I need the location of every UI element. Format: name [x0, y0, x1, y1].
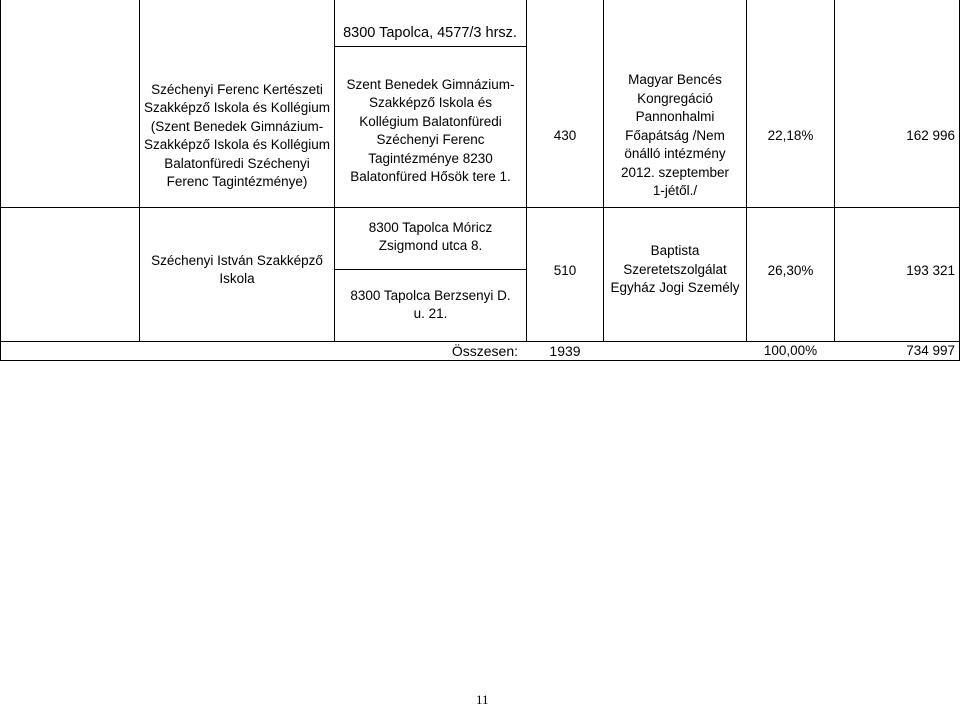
maintainer-name: Baptista Szeretetszolgálat Egyház Jogi Személy [610, 243, 740, 296]
institution-name: Széchenyi Ferenc Kertészeti Szakképző Iskola és Kollégium (Szent Benedek Gimnázium- Szakképző Iskola és Kollégium Balatonfüredi Széchenyi Ferenc Tagintézménye) [143, 81, 331, 189]
table-row-divider [334, 269, 526, 270]
table-row-2-maintainer [604, 240, 746, 300]
table-row-divider [334, 46, 526, 47]
total-percent [747, 342, 834, 360]
amount-value: 162 996 [906, 127, 955, 143]
site-address: Szent Benedek Gimnázium- Szakképző Iskola és Kollégium Balatonfüredi Széchenyi Ferenc Tagintézménye 8230 Balatonfüred Hősök tere 1. [346, 76, 515, 184]
table-row-1-site [335, 74, 526, 188]
total-amount [835, 342, 959, 360]
total-percent-value: 100,00% [763, 342, 818, 358]
share-percent: 22,18% [767, 127, 814, 143]
table-row-2-site-a [335, 217, 526, 257]
table-row-2-institution [140, 250, 334, 290]
header-address [335, 20, 525, 46]
student-count: 430 [553, 127, 577, 143]
table-row-1-percent [747, 126, 834, 146]
student-count: 510 [553, 262, 577, 278]
total-count-value: 1939 [549, 342, 581, 359]
table-row-2-count [527, 261, 603, 281]
table-border-left [0, 0, 1, 360]
header-address-text: 8300 Tapolca, 4577/3 hrsz. [343, 24, 517, 41]
table-col-divider [746, 0, 747, 341]
total-label [400, 342, 526, 360]
total-count [527, 342, 603, 360]
amount-value: 193 321 [906, 262, 955, 278]
share-percent: 26,30% [767, 262, 814, 278]
institution-name: Széchenyi István Szakképző Iskola [151, 252, 323, 286]
table-col-divider [526, 0, 527, 341]
table-col-divider [834, 0, 835, 341]
table-row-divider [0, 207, 960, 208]
table-row-1-count [527, 126, 603, 146]
page-number [476, 692, 489, 708]
site-address: 8300 Tapolca Móricz Zsigmond utca 8. [368, 219, 493, 253]
table-row-2-site-b [335, 285, 526, 325]
table-row-1-maintainer [604, 70, 746, 202]
table-row-1-amount [835, 126, 959, 146]
maintainer-name: Magyar Bencés Kongregáció Pannonhalmi Főapátság /Nem önálló intézmény 2012. szeptember 1-jétől./ [620, 72, 730, 199]
table-row-2-amount [835, 261, 959, 281]
site-address: 8300 Tapolca Berzsenyi D. u. 21. [350, 287, 511, 321]
page-number-text: 11 [476, 692, 489, 707]
table-row-1-institution [140, 80, 334, 192]
total-amount-value: 734 997 [906, 342, 955, 358]
table-row-2-percent [747, 261, 834, 281]
total-label-text: Összesen: [451, 342, 518, 359]
